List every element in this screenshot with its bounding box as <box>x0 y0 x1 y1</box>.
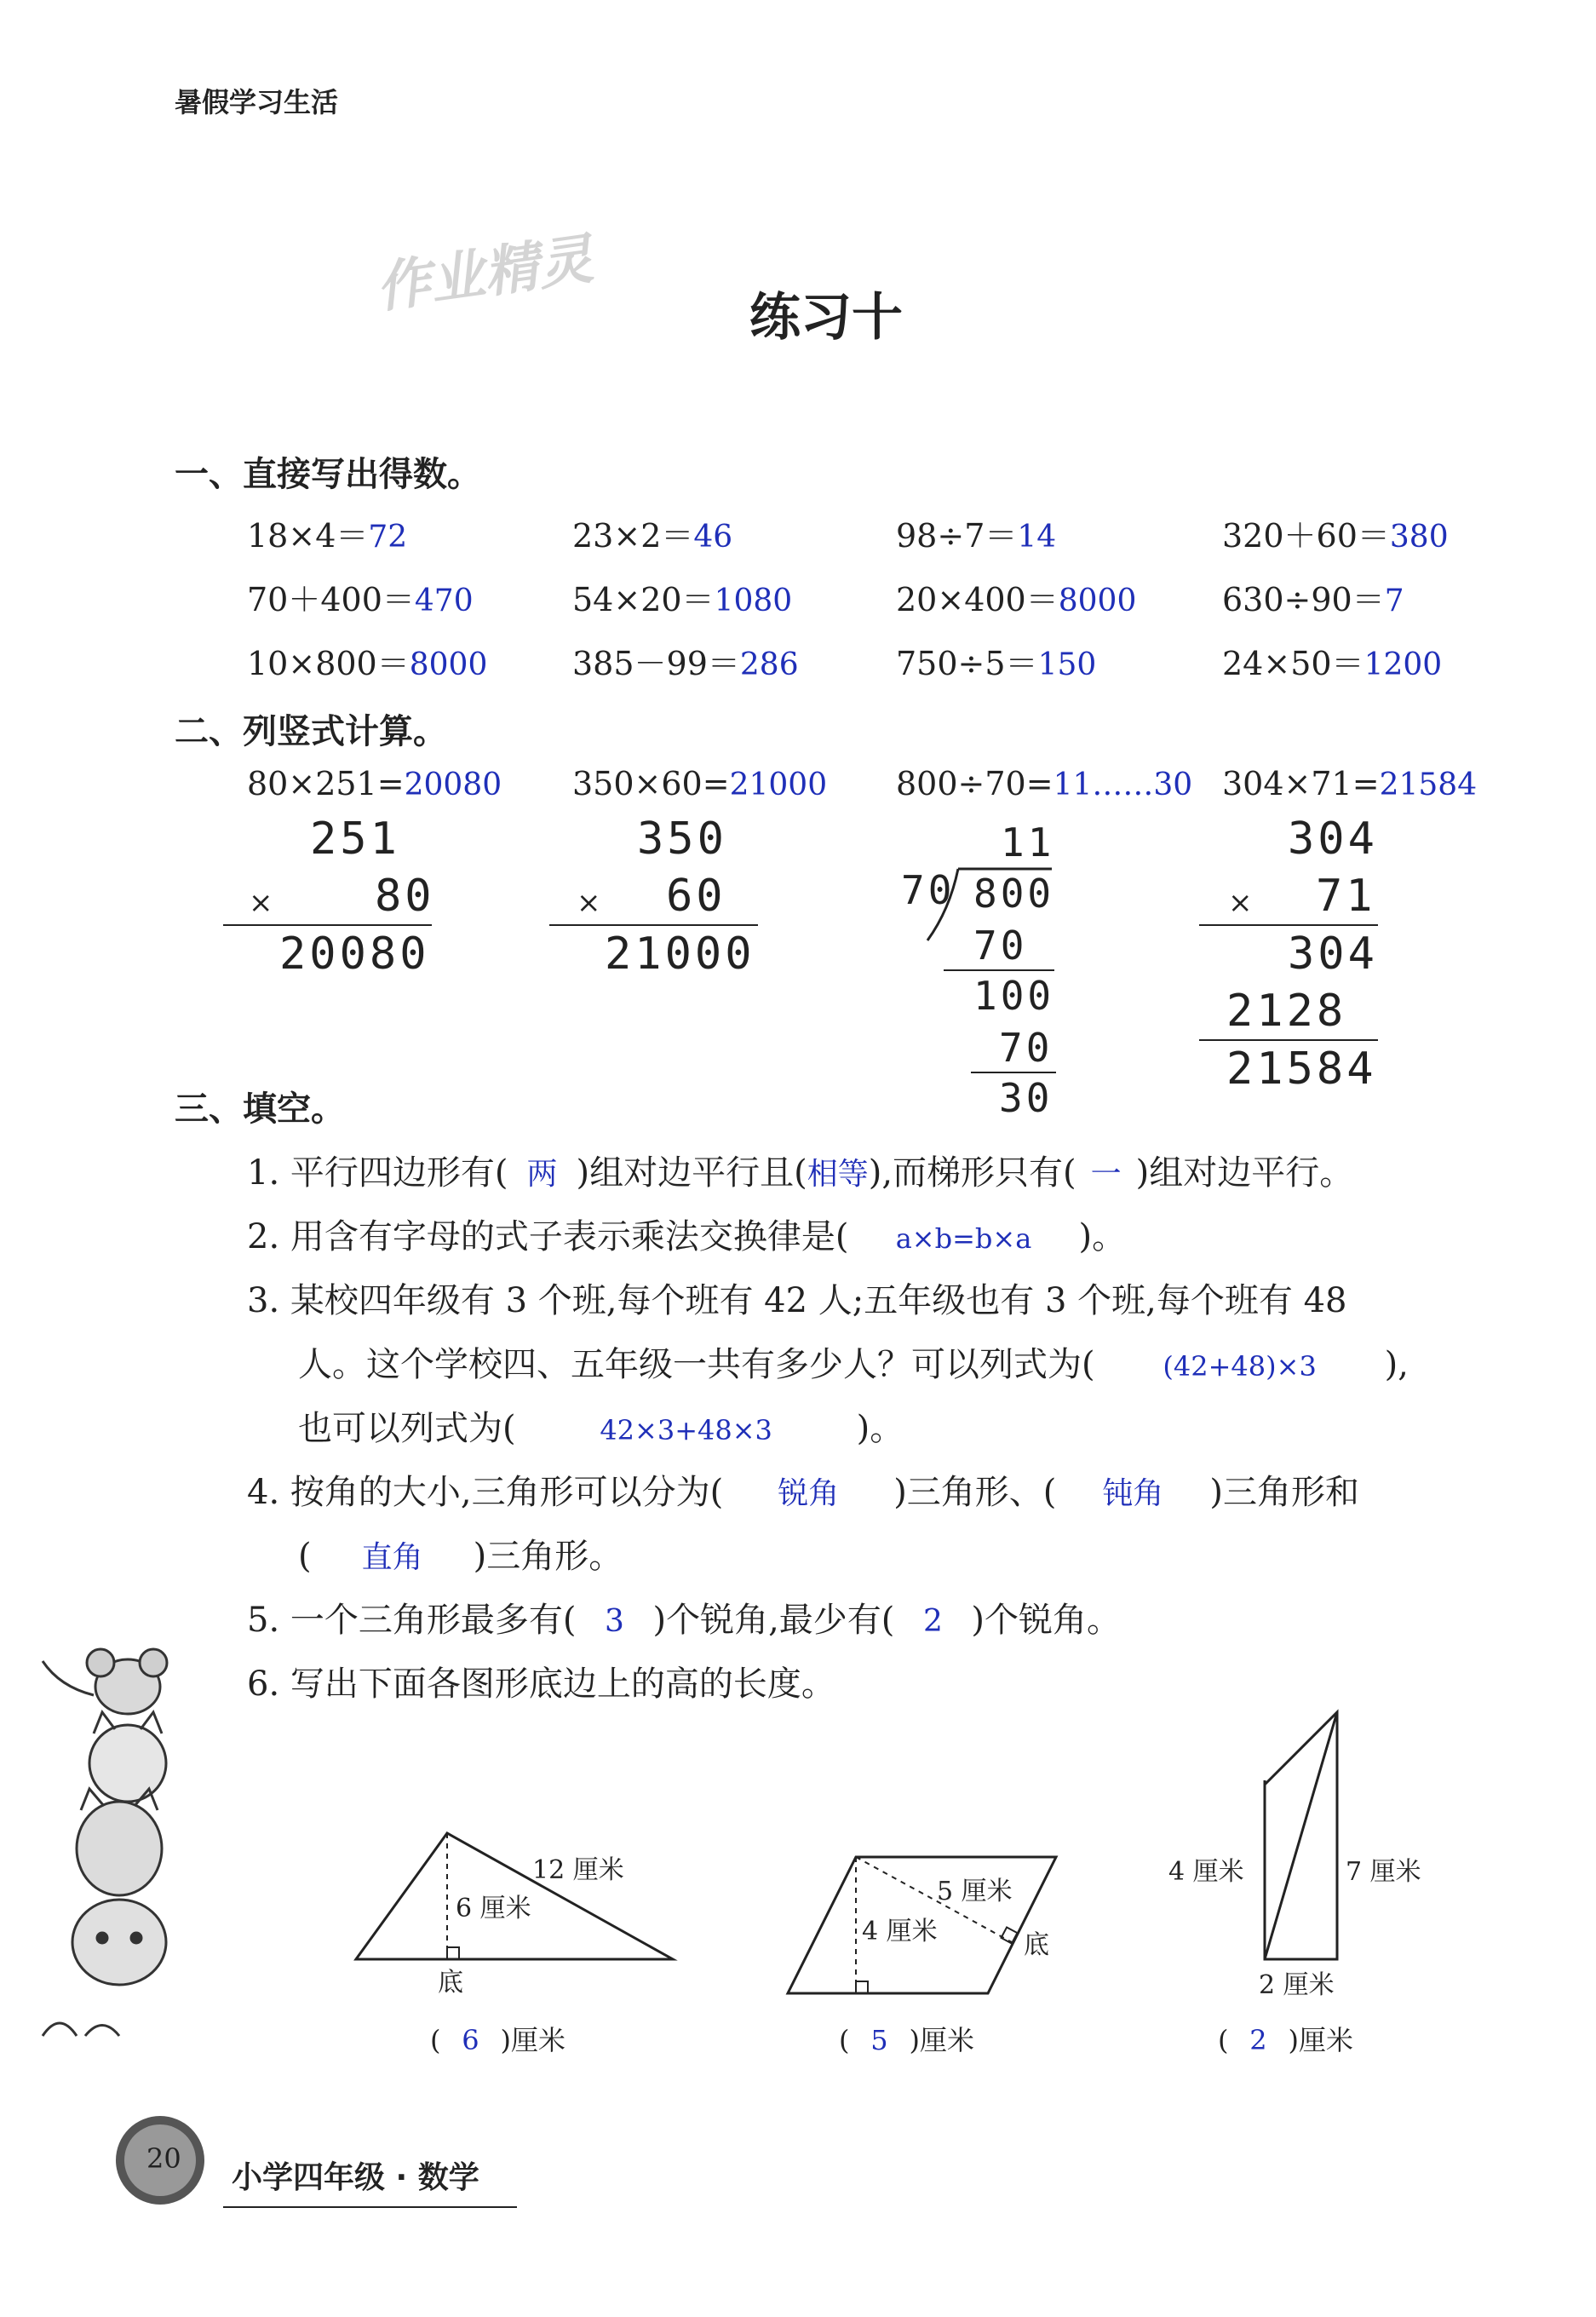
text: 4. 按角的大小,三角形可以分为( <box>247 1473 724 1512</box>
oral-item <box>572 573 792 620</box>
fill-answer: (42+48)×3 <box>1163 1350 1317 1383</box>
trapezoid-answer <box>1218 2019 1353 2058</box>
fill-answer: 2 <box>1249 2024 1267 2056</box>
oral-item <box>1222 509 1449 556</box>
vertical-question: 304×71= <box>1222 765 1380 802</box>
division-divisor: 70 <box>901 867 956 913</box>
vertical-question: 80×251= <box>247 765 405 802</box>
fill-question-5 <box>247 1593 1121 1641</box>
page-title: 练习十 <box>749 288 903 348</box>
text: )个锐角,最少有( <box>652 1601 895 1640</box>
fill-answer: 6 <box>462 2024 479 2056</box>
oral-answer: 380 <box>1389 520 1449 555</box>
text: 2. 用含有字母的式子表示乘法交换律是( <box>247 1217 849 1256</box>
oral-question: 385－99＝ <box>572 645 740 682</box>
oral-item <box>896 509 1056 556</box>
vertical-answer: 11……30 <box>1053 768 1193 802</box>
section1-heading: 一、直接写出得数。 <box>175 455 481 494</box>
oral-answer: 46 <box>693 520 733 555</box>
vertical-problem-2 <box>572 765 827 802</box>
calc2-operator: × <box>577 886 601 920</box>
oral-question: 750÷5＝ <box>896 645 1038 682</box>
running-title: 暑假学习生活 <box>175 86 339 118</box>
text: 5. 一个三角形最多有( <box>247 1601 577 1640</box>
text: )三角形和 <box>1209 1473 1360 1512</box>
fill-answer: 锐角 <box>778 1476 840 1511</box>
vertical-answer: 20080 <box>404 768 502 802</box>
text: ( <box>1218 2024 1229 2056</box>
oral-answer: 1200 <box>1363 647 1443 682</box>
fill-answer: 5 <box>870 2024 888 2056</box>
division-step: 70 <box>973 923 1028 969</box>
vertical-answer: 21000 <box>729 768 828 802</box>
text: )。 <box>1078 1217 1127 1256</box>
fill-question-4-line1 <box>247 1465 1359 1514</box>
oral-question: 630÷90＝ <box>1222 581 1385 618</box>
calc1-bottom: 80 <box>375 871 435 922</box>
oral-answer: 14 <box>1017 520 1057 555</box>
text: ), <box>1384 1345 1409 1384</box>
oral-question: 320＋60＝ <box>1222 517 1390 555</box>
cartoon-animals-illustration <box>26 1636 179 2053</box>
oral-item <box>572 509 732 556</box>
trapezoid-right-label: 7 厘米 <box>1346 1857 1421 1887</box>
parallelogram-height-label: 4 厘米 <box>862 1917 938 1946</box>
oral-item <box>247 509 407 556</box>
calc2-top: 350 <box>637 814 727 865</box>
fill-answer: a×b=b×a <box>895 1222 1032 1255</box>
parallelogram-side-label: 5 厘米 <box>937 1877 1013 1906</box>
fill-question-3-line3 <box>298 1401 904 1450</box>
triangle-height-label: 6 厘米 <box>456 1894 531 1923</box>
oral-question: 18×4＝ <box>247 517 369 555</box>
calc4-bottom: 71 <box>1316 871 1376 922</box>
calc4-partial: 304 <box>1288 929 1378 980</box>
fill-question-2 <box>247 1210 1126 1258</box>
triangle-base-label: 底 <box>438 1968 463 1998</box>
oral-answer: 72 <box>368 520 408 555</box>
oral-question: 98÷7＝ <box>896 517 1018 555</box>
oral-item <box>896 573 1136 620</box>
calc1-result: 20080 <box>279 929 430 980</box>
fill-answer: 一 <box>1090 1157 1122 1192</box>
vertical-answer: 21584 <box>1379 768 1478 802</box>
fill-answer: 直角 <box>361 1540 423 1575</box>
text: 也可以列式为( <box>298 1409 516 1448</box>
oral-answer: 8000 <box>409 647 488 682</box>
fill-question-4-line2 <box>298 1529 623 1578</box>
oral-question: 24×50＝ <box>1222 645 1364 682</box>
division-quotient: 11 <box>1001 819 1055 865</box>
oral-question: 54×20＝ <box>572 581 715 618</box>
text: 人。这个学校四、五年级一共有多少人？可以列式为( <box>298 1345 1095 1384</box>
oral-answer: 8000 <box>1058 584 1137 618</box>
triangle-side-label: 12 厘米 <box>532 1855 624 1885</box>
text: ( <box>298 1537 312 1576</box>
text: ( <box>430 2024 441 2056</box>
division-line <box>944 969 1054 971</box>
calc2-line <box>549 924 758 926</box>
calc4-line <box>1199 924 1378 926</box>
watermark: 作业精灵 <box>371 227 597 321</box>
oral-item <box>247 637 487 684</box>
oral-answer: 470 <box>414 584 474 618</box>
fill-question-3-line1: 3. 某校四年级有 3 个班,每个班有 42 人;五年级也有 3 个班,每个班有 48 <box>247 1281 1347 1320</box>
right-angle-mark <box>447 1947 459 1959</box>
text: )三角形。 <box>473 1537 623 1576</box>
calc4-result: 21584 <box>1226 1044 1377 1095</box>
fill-answer: 两 <box>526 1157 558 1192</box>
fill-question-6: 6. 写出下面各图形底边上的高的长度。 <box>247 1664 835 1704</box>
footer-underline <box>223 2206 517 2208</box>
calc4-line <box>1199 1039 1378 1041</box>
text: )。 <box>856 1409 904 1448</box>
trapezoid-left-label: 4 厘米 <box>1168 1857 1244 1887</box>
vertical-question: 800÷70= <box>896 765 1053 802</box>
section3-heading: 三、填空。 <box>175 1090 345 1129</box>
text: )厘米 <box>909 2024 974 2056</box>
page-number: 20 <box>146 2142 181 2175</box>
calc4-top: 304 <box>1288 814 1378 865</box>
vertical-problem-3 <box>896 765 1192 802</box>
calc1-top: 251 <box>310 814 400 865</box>
calc2-result: 21000 <box>605 929 755 980</box>
fill-question-3-line2 <box>298 1337 1409 1386</box>
division-remainder: 30 <box>999 1075 1053 1121</box>
fill-answer: 钝角 <box>1102 1476 1164 1511</box>
oral-item <box>1222 637 1442 684</box>
text: )三角形、( <box>893 1473 1057 1512</box>
vertical-problem-1 <box>247 765 502 802</box>
vertical-problem-4 <box>1222 765 1477 802</box>
trapezoid-bottom-label: 2 厘米 <box>1259 1970 1335 2000</box>
calc2-bottom: 60 <box>666 871 726 922</box>
text: )组对边平行。 <box>1135 1153 1354 1193</box>
oral-question: 10×800＝ <box>247 645 410 682</box>
calc4-partial: 2128 <box>1226 986 1347 1037</box>
division-line <box>971 1072 1056 1073</box>
fill-answer: 3 <box>605 1604 624 1639</box>
oral-item <box>572 637 799 684</box>
calc1-line <box>223 924 432 926</box>
oral-answer: 1080 <box>714 584 793 618</box>
parallelogram-answer <box>839 2019 974 2058</box>
section2-heading: 二、列竖式计算。 <box>175 712 447 751</box>
division-step: 70 <box>999 1025 1053 1071</box>
calc4-operator: × <box>1228 886 1253 920</box>
text: ( <box>839 2024 850 2056</box>
oral-question: 23×2＝ <box>572 517 694 555</box>
oral-answer: 150 <box>1037 647 1097 682</box>
text: )厘米 <box>500 2024 565 2056</box>
oral-answer: 286 <box>739 647 799 682</box>
right-angle-mark <box>856 1981 868 1993</box>
text: 1. 平行四边形有( <box>247 1153 508 1193</box>
triangle-answer <box>430 2019 565 2058</box>
book-title: 小学四年级 · 数学 <box>232 2160 479 2195</box>
text: )个锐角。 <box>971 1601 1122 1640</box>
vertical-question: 350×60= <box>572 765 730 802</box>
oral-item <box>1222 573 1404 620</box>
text: )组对边平行且( <box>576 1153 807 1193</box>
oral-question: 20×400＝ <box>896 581 1059 618</box>
division-dividend: 800 <box>973 871 1055 917</box>
text: )厘米 <box>1288 2024 1353 2056</box>
fill-question-1 <box>247 1146 1353 1194</box>
text: ),而梯形只有( <box>868 1153 1076 1193</box>
division-step: 100 <box>973 973 1055 1019</box>
oral-answer: 7 <box>1384 584 1404 618</box>
calc1-operator: × <box>249 886 273 920</box>
parallelogram-base-label: 底 <box>1024 1930 1049 1960</box>
fill-answer: 相等 <box>807 1157 869 1192</box>
oral-question: 70＋400＝ <box>247 581 415 618</box>
oral-item <box>896 637 1096 684</box>
fill-answer: 2 <box>922 1604 943 1639</box>
fill-answer: 42×3+48×3 <box>600 1414 772 1446</box>
oral-item <box>247 573 474 620</box>
